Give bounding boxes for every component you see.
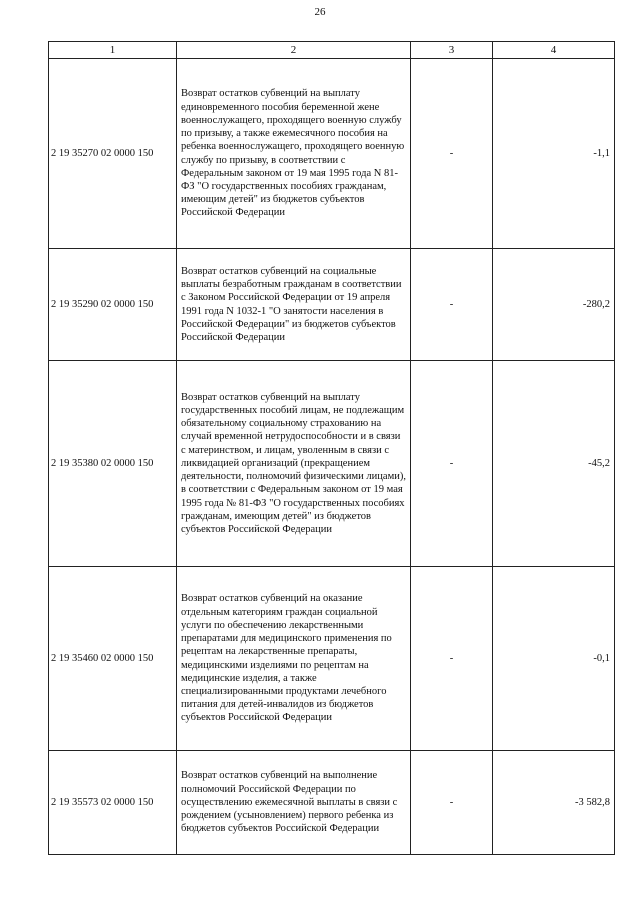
budget-code: 2 19 35270 02 0000 150	[49, 59, 177, 249]
column-header-4: 4	[493, 42, 615, 59]
budget-code: 2 19 35290 02 0000 150	[49, 249, 177, 361]
table-row	[49, 567, 615, 751]
budget-table	[48, 41, 615, 855]
col3-value: -	[411, 59, 493, 249]
row-description: Возврат остатков субвенций на оказание отдельным категориям граждан социальной услуги по обеспечению лекарственными препаратами для медицинского применения по рецептам на лекарственные препараты, медицинскими изделиями по рецептам на медицинские изделия, а также специализированными продуктами лечебного питания для детей-инвалидов из бюджетов субъектов Российской Федерации	[177, 567, 411, 751]
table-row	[49, 751, 615, 855]
amount-value: -1,1	[493, 59, 615, 249]
row-description: Возврат остатков субвенций на выплату государственных пособий лицам, не подлежащим обязательному социальному страхованию на случай временной нетрудоспособности и в связи с материнством, и лицам, уволенным в связи с ликвидацией организаций (прекращением деятельности, полномочий физическими лицами), в соответствии с Федеральным законом от 19 мая 1995 года № 81-ФЗ "О государственных пособиях гражданам, имеющим детей" из бюджетов субъектов Российской Федерации	[177, 361, 411, 567]
header-row	[49, 42, 615, 59]
column-header-3: 3	[411, 42, 493, 59]
amount-value: -0,1	[493, 567, 615, 751]
table-row	[49, 249, 615, 361]
col3-value: -	[411, 567, 493, 751]
col3-value: -	[411, 249, 493, 361]
col3-value: -	[411, 751, 493, 855]
row-description: Возврат остатков субвенций на выплату единовременного пособия беременной жене военнослужащего, проходящего военную службу по призыву, а также ежемесячного пособия на ребенка военнослужащего, проходящего военную службу по призыву, в соответствии с Федеральным законом от 19 мая 1995 года N 81-ФЗ "О государственных пособиях гражданам, имеющим детей" из бюджетов субъектов Российской Федерации	[177, 59, 411, 249]
page-number: 26	[314, 6, 326, 18]
col3-value: -	[411, 361, 493, 567]
table-row	[49, 59, 615, 249]
amount-value: -3 582,8	[493, 751, 615, 855]
budget-code: 2 19 35460 02 0000 150	[49, 567, 177, 751]
amount-value: -45,2	[493, 361, 615, 567]
budget-code: 2 19 35573 02 0000 150	[49, 751, 177, 855]
row-description: Возврат остатков субвенций на социальные выплаты безработным гражданам в соответствии с Законом Российской Федерации от 19 апреля 1991 года N 1032-1 "О занятости населения в Российской Федерации" из бюджетов субъектов Российской Федерации	[177, 249, 411, 361]
amount-value: -280,2	[493, 249, 615, 361]
column-header-1: 1	[49, 42, 177, 59]
column-header-2: 2	[177, 42, 411, 59]
row-description: Возврат остатков субвенций на выполнение полномочий Российской Федерации по осуществлению ежемесячной выплаты в связи с рождением (усыновлением) первого ребенка из бюджетов субъектов Российской Федерации	[177, 751, 411, 855]
budget-code: 2 19 35380 02 0000 150	[49, 361, 177, 567]
table-row	[49, 361, 615, 567]
